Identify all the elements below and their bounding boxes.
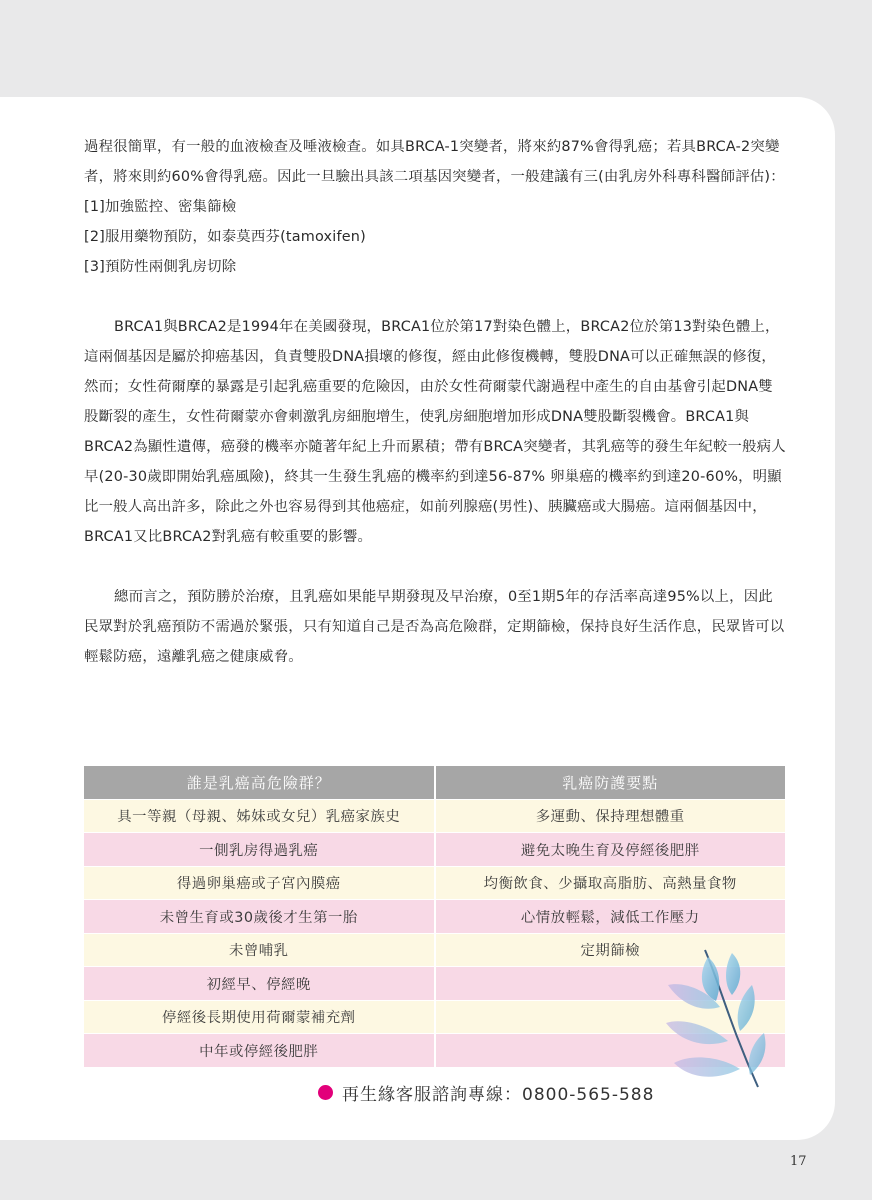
table-header-risk-groups: 誰是乳癌高危險群？ bbox=[84, 766, 435, 799]
prevention-cell: 多運動、保持理想體重 bbox=[435, 799, 786, 833]
risk-cell: 具一等親（母親、姊妹或女兒）乳癌家族史 bbox=[84, 799, 435, 833]
prevention-cell: 避免太晚生育及停經後肥胖 bbox=[435, 833, 786, 867]
leaf-branch-illustration bbox=[660, 945, 770, 1095]
prevention-cell: 定期篩檢 bbox=[435, 933, 786, 967]
recommendation-item-2: [2]服用藥物預防，如泰莫西芬(tamoxifen) bbox=[84, 229, 366, 245]
page-number: 17 bbox=[790, 1154, 807, 1169]
table-row bbox=[84, 900, 785, 934]
prevention-cell: 心情放輕鬆，減低工作壓力 bbox=[435, 900, 786, 934]
risk-cell: 得過卵巢癌或子宮內膜癌 bbox=[84, 866, 435, 900]
risk-cell: 未曾生育或30歲後才生第一胎 bbox=[84, 900, 435, 934]
risk-cell: 未曾哺乳 bbox=[84, 933, 435, 967]
prevention-cell: 均衡飲食、少攝取高脂肪、高熱量食物 bbox=[435, 866, 786, 900]
risk-cell: 中年或停經後肥胖 bbox=[84, 1034, 435, 1068]
risk-cell: 初經早、停經晚 bbox=[84, 967, 435, 1001]
table-row bbox=[84, 833, 785, 867]
hotline-text: 再生緣客服諮詢專線：0800-565-588 bbox=[342, 1085, 655, 1105]
risk-cell: 停經後長期使用荷爾蒙補充劑 bbox=[84, 1000, 435, 1034]
table-row bbox=[84, 799, 785, 833]
recommendation-item-3: [3]預防性兩側乳房切除 bbox=[84, 259, 237, 275]
table-header-prevention: 乳癌防護要點 bbox=[435, 766, 786, 799]
hotline bbox=[318, 1080, 654, 1105]
paragraph-genetic-test: 過程很簡單，有一般的血液檢查及唾液檢查。如具BRCA-1突變者，將來約87%會得乳癌；若具BRCA-2突變者，將來則約60%會得乳癌。因此一旦驗出具該二項基因突變者，一般建議有三(由乳房外科專科醫師評估)： bbox=[84, 139, 785, 185]
risk-cell: 一側乳房得過乳癌 bbox=[84, 833, 435, 867]
recommendation-item-1: [1]加強監控、密集篩檢 bbox=[84, 199, 237, 215]
article-body bbox=[84, 132, 786, 672]
paragraph-brca-genes: BRCA1與BRCA2是1994年在美國發現，BRCA1位於第17對染色體上，BRCA2位於第13對染色體上，這兩個基因是屬於抑癌基因，負責雙股DNA損壞的修復，經由此修復機轉，雙股DNA可以正確無誤的修復，然而；女性荷爾摩的暴露是引起乳癌重要的危險因，由於女性荷爾蒙代謝過程中產生的自由基會引起DNA雙股斷裂的產生，女性荷爾蒙亦會刺激乳房細胞增生，使乳房細胞增加形成DNA雙股斷裂機會。BRCA1與BRCA2為顯性遺傳，癌發的機率亦隨著年紀上升而累積；帶有BRCA突變者，其乳癌等的發生年紀較一般病人早(20-30歲即開始乳癌風險)，終其一生發生乳癌的機率約到達56-87% 卵巢癌的機率約到達20-60%，明顯比一般人高出許多，除此之外也容易得到其他癌症，如前列腺癌(男性)、胰臟癌或大腸癌。這兩個基因中，BRCA1又比BRCA2對乳癌有較重要的影響。 bbox=[84, 319, 786, 545]
paragraph-conclusion: 總而言之，預防勝於治療，且乳癌如果能早期發現及早治療，0至1期5年的存活率高達95%以上，因此民眾對於乳癌預防不需過於緊張，只有知道自己是否為高危險群，定期篩檢，保持良好生活作息，民眾皆可以輕鬆防癌，遠離乳癌之健康威脅。 bbox=[84, 589, 785, 665]
table-row bbox=[84, 866, 785, 900]
bullet-dot-icon bbox=[318, 1085, 333, 1100]
